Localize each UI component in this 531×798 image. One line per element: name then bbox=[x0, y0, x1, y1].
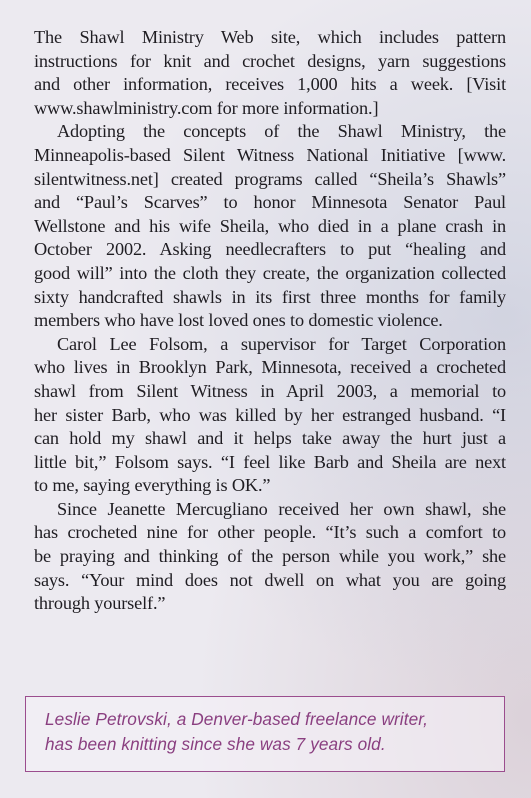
text-line: members who have lost loved ones to domestic violence. bbox=[34, 310, 443, 331]
text-line: can hold my shawl and it helps take away the hurt just a bbox=[34, 428, 506, 449]
paragraph-carol-lee-folsom bbox=[34, 333, 506, 498]
paragraph-shawl-ministry-website bbox=[34, 26, 506, 120]
text-line: shawl from Silent Witness in April 2003, a memorial to bbox=[34, 380, 506, 401]
text-line: Carol Lee Folsom, a supervisor for Target Corporation bbox=[57, 333, 506, 354]
author-bio-box bbox=[25, 696, 505, 772]
text-line: The Shawl Ministry Web site, which includes pattern bbox=[34, 27, 506, 47]
paragraph-jeanette-mercugliano bbox=[34, 498, 506, 616]
text-line: to me, saying everything is OK.” bbox=[34, 475, 271, 496]
text-line: says. “Your mind does not dwell on what you are going bbox=[34, 569, 506, 590]
text-line: good will” into the cloth they create, the organization collected bbox=[34, 262, 506, 283]
text-line: who lives in Brooklyn Park, Minnesota, received a crocheted bbox=[34, 357, 506, 378]
text-line: through yourself.” bbox=[34, 593, 166, 614]
text-line: Since Jeanette Mercugliano received her own shawl, she bbox=[57, 498, 506, 519]
text-line: Minneapolis-based Silent Witness National Initiative [www. bbox=[34, 144, 506, 165]
text-line: be praying and thinking of the person while you work,” she bbox=[34, 546, 506, 567]
text-line: silentwitness.net] created programs called “Sheila’s Shawls” bbox=[34, 168, 506, 189]
text-line: Adopting the concepts of the Shawl Ministry, the bbox=[57, 121, 506, 142]
author-bio bbox=[45, 707, 490, 757]
author-bio-line: Leslie Petrovski, a Denver-based freelance writer, bbox=[45, 709, 428, 729]
paragraph-silent-witness bbox=[34, 120, 506, 332]
article-body bbox=[34, 26, 506, 616]
text-line: instructions for knit and crochet designs, yarn suggestions bbox=[34, 50, 506, 71]
text-line: and other information, receives 1,000 hits a week. [Visit bbox=[34, 74, 506, 95]
text-line: little bit,” Folsom says. “I feel like Barb and Sheila are next bbox=[34, 451, 506, 472]
text-line: www.shawlministry.com for more information.] bbox=[34, 97, 379, 118]
text-line: sixty handcrafted shawls in its first three months for family bbox=[34, 286, 506, 307]
text-line: Wellstone and his wife Sheila, who died in a plane crash in bbox=[34, 215, 506, 236]
author-bio-line: has been knitting since she was 7 years old. bbox=[45, 734, 386, 754]
text-line: her sister Barb, who was killed by her estranged husband. “I bbox=[34, 404, 506, 425]
text-line: has crocheted nine for other people. “It’s such a comfort to bbox=[34, 522, 506, 543]
text-line: and “Paul’s Scarves” to honor Minnesota Senator Paul bbox=[34, 192, 506, 213]
text-line: October 2002. Asking needlecrafters to put “healing and bbox=[34, 239, 506, 260]
